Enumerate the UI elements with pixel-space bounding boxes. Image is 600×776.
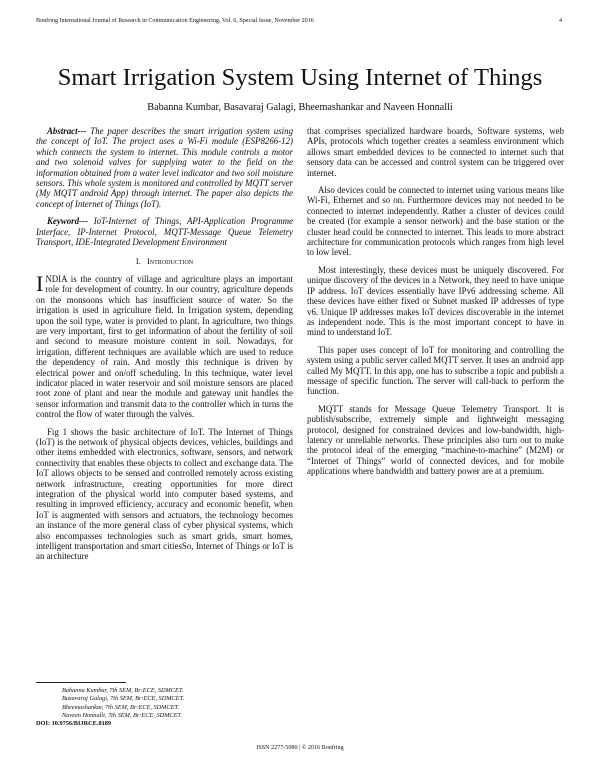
- footnote-author-1: Babanna Kumbar, 7th SEM, Br:ECE, SDMCET.: [62, 687, 184, 694]
- drop-cap: I: [36, 270, 44, 296]
- page-footer: ISSN 2277-5080 | © 2016 Bonfring: [256, 745, 344, 751]
- footnote-author-4: Naveen Honnalli, 7th SEM, Br:ECE, SDMCET.: [62, 711, 183, 719]
- abstract: [36, 126, 293, 209]
- right-paragraph-4: This paper uses concept of IoT for monitoring and controlling the system using a public server called MQTT server. It uses an android app called My MQTT. In this app, one has to subscribe a topic and publish a message of specific function. The server will call-back to perform the function.: [307, 344, 564, 397]
- right-paragraph-1: that comprises specialized hardware boards, Software systems, web APIs, protocols which together creates a seamless environment which allows smart embedded devices to be connected to internet such that sensory data can be accessed and control system can be triggered over internet.: [307, 126, 564, 178]
- intro-paragraph-2: Fig 1 shows the basic architecture of IoT. The Internet of Things (IoT) is the network of physical objects devices, vehicles, buildings and other items embedded with electronics, software, sensors, and network connectivity that enables these objects to collect and exchange data. The IoT allows objects to be sensed and controlled remotely across existing network infrastructure, creating opportunities for more direct integration of the physical world into computer based systems, and resulting in improved efficiency, accuracy and economic benefit, when IoT is augmented with sensors and actuators, the technology becomes an instance of the more general class of cyber physical systems, which also encompasses technologies such as smart grids, smart homes, intelligent transportation and smart citiesSo, Internet of Things or IoT is an architecture: [36, 426, 293, 562]
- paper-title: Smart Irrigation System Using Internet of Things: [57, 64, 543, 91]
- abstract-text: The paper describes the smart irrigation system using the concept of IoT. The project uses a Wi-Fi module (ESP8266-12) which connects the system to internet. This module controls a motor and two solenoid valves for supplying water to the field on the information obtained from a water level indicator and two soil moisture sensors. This whole system is monitored and controlled by MQTT server (My MQTT android App) through internet. The paper also depicts the concept of Internet of Things (IoT).: [36, 126, 294, 209]
- section-title: Introduction: [147, 257, 194, 267]
- section-heading-introduction: [36, 257, 293, 267]
- intro-paragraph-1: [36, 270, 293, 420]
- intro-paragraph-1-text: NDIA is the country of village and agriculture plays an important role for development of country. In our country, agriculture depends on the monsoons which has insufficient source of water. So the irrigation is used in agriculture field. In Irrigation system, depending upon the soil type, water is provided to plant. In agriculture, two things are very important, first to get information of about the fertility of soil and second to measure moisture content in soil. Nowadays, for irrigation, different techniques are available which are used to reduce the dependency of rain. And mostly this technique is driven by electrical power and on/off scheduling. In this technique, water level indicator placed in water reservoir and soil moisture sensors are placed root zone of plant and near the module and gateway unit handles the sensor information and transmit data to the controller which in turns the control the flow of water through the valves.: [36, 273, 293, 420]
- footnote-author-3: Bheemashankar, 7th SEM, Br:ECE, SDMCET.: [62, 703, 180, 711]
- footnote-rule: [36, 682, 126, 683]
- keywords-text: IoT-Internet of Things, API-Application Programme Interface, IP-Internet Protocol, MQTT-Message Queue Telemetry Transport, IDE-Integrated Development Environment: [36, 216, 293, 248]
- footnote-author-2: Basavaraj Galagi, 7th SEM, Br:ECE, SDMCET.: [62, 695, 185, 703]
- running-header: Bonfring International Journal of Research in Communication Engineering, Vol. 6, Special Issue, November 2016: [36, 18, 314, 24]
- right-paragraph-5: MQTT stands for Message Queue Telemetry Transport. It is publish/subscribe, extremely simple and lightweight messaging protocol, designed for constrained devices and low-bandwidth, high-latency or unreliable networks. These principles also turn out to make the protocol ideal of the emerging “machine-to-machine” (M2M) or “Internet of Things” world of connected devices, and for mobile applications where bandwidth and battery power are at a premium.: [307, 403, 564, 477]
- keywords-label: Keyword---: [47, 216, 88, 227]
- left-column: [36, 126, 293, 569]
- abstract-label: Abstract---: [47, 126, 87, 136]
- doi: DOI: 10.9756/BIJRCE.8189: [36, 720, 112, 728]
- section-number: I.: [135, 257, 141, 267]
- page-number: 4: [558, 18, 562, 24]
- keywords: [36, 216, 293, 247]
- right-paragraph-2: Also devices could be connected to internet using various means like Wi-Fi, Ethernet and so on. Furthermore devices may not needed to be connected to internet independently. Rather a cluster of devices could be created (for example a sensor network) and the base station or the cluster head could be connected to internet. This leads to more abstract architecture for communication protocols which ranges from high level to low level.: [307, 185, 564, 258]
- author-list: Babanna Kumbar, Basavaraj Galagi, Bheemashankar and Naveen Honnalli: [147, 102, 453, 113]
- right-column: [307, 126, 564, 484]
- right-paragraph-3: Most interestingly, these devices must be uniquely discovered. For unique discovery of the devices in a Network, they need to have unique IP address. IoT devices essentially have IPv6 addressing scheme. All these devices have either fixed or Subnet masked IP addresses of type v6. Unique IP addresses makes IoT devices discoverable in the internet as independent node. This is the most important concept to have in mind to understand IoT.: [307, 264, 564, 338]
- footnotes: [36, 682, 293, 728]
